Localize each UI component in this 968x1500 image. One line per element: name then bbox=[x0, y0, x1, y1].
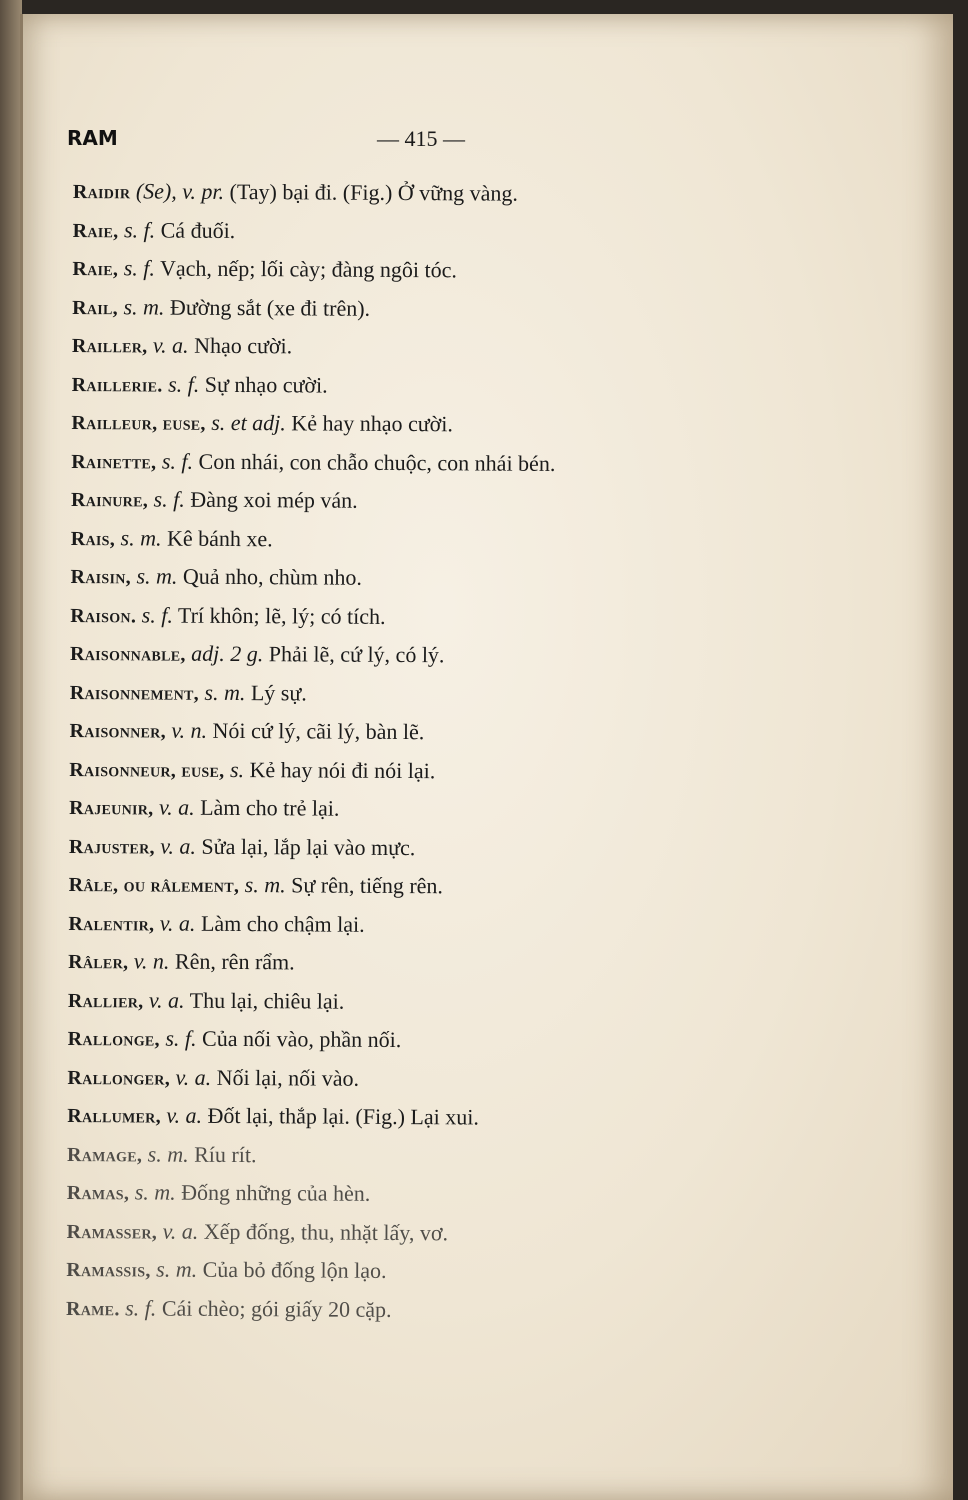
dictionary-entry bbox=[70, 557, 930, 601]
dictionary-entry bbox=[70, 595, 930, 639]
entry-grammar: s. f. bbox=[153, 486, 185, 512]
entry-grammar: v. a. bbox=[162, 1218, 199, 1244]
dictionary-entry bbox=[67, 1173, 927, 1217]
entry-headword: Ramassis, bbox=[66, 1258, 151, 1282]
entry-grammar: s. et adj. bbox=[211, 409, 286, 436]
dictionary-entry bbox=[71, 441, 931, 485]
entry-grammar: v. a. bbox=[166, 1102, 203, 1128]
entry-gloss: Kẻ hay nhạo cười. bbox=[291, 410, 454, 437]
entry-gloss: Vạch, nếp; lối cày; đàng ngôi tóc. bbox=[159, 255, 458, 283]
entry-grammar: s. m. bbox=[120, 524, 162, 551]
dictionary-entry bbox=[67, 1057, 927, 1101]
dictionary-entry bbox=[66, 1211, 926, 1255]
entry-headword: Raisonner, bbox=[69, 719, 167, 743]
entry-gloss: Làm cho chậm lại. bbox=[200, 910, 365, 937]
dictionary-entry bbox=[68, 1019, 928, 1063]
entry-headword: Rallier, bbox=[67, 989, 144, 1012]
entry-gloss: Đường sắt (xe đi trên). bbox=[169, 294, 371, 321]
dictionary-entry bbox=[70, 672, 930, 716]
entry-headword: Ramasser, bbox=[66, 1220, 158, 1244]
entry-headword: Raisonnable, bbox=[69, 642, 186, 666]
entry-grammar: s. f. bbox=[161, 448, 194, 474]
page-header bbox=[67, 126, 627, 160]
dictionary-entry bbox=[68, 903, 928, 947]
dictionary-entry bbox=[72, 326, 932, 370]
dictionary-entry bbox=[70, 634, 930, 678]
entry-grammar: s. f. bbox=[125, 1294, 157, 1321]
entry-gloss: Rên, rên rẩm. bbox=[174, 948, 295, 975]
entry-gloss: Nối lại, nối vào. bbox=[216, 1064, 360, 1091]
entry-gloss: Lý sự. bbox=[250, 679, 307, 705]
entry-gloss: Quả nho, chùm nho. bbox=[182, 563, 363, 590]
entry-list bbox=[66, 172, 933, 1332]
dictionary-entry bbox=[72, 249, 932, 293]
entry-grammar: v. a. bbox=[158, 794, 195, 820]
entry-headword: Ralentir, bbox=[68, 912, 155, 936]
entry-grammar: v. a. bbox=[148, 986, 185, 1013]
entry-headword: Rallonger, bbox=[67, 1066, 171, 1090]
entry-grammar: s. m. bbox=[156, 1256, 198, 1282]
dictionary-entry bbox=[68, 980, 928, 1024]
dictionary-entry bbox=[72, 364, 932, 408]
entry-gloss: Con nhái, con chẫo chuộc, con nhái bén. bbox=[198, 448, 556, 476]
entry-gloss: Phải lẽ, cứ lý, có lý. bbox=[268, 641, 445, 668]
entry-headword: Railleur, euse, bbox=[71, 411, 206, 435]
entry-headword: Raisonnement, bbox=[69, 681, 200, 705]
entry-gloss: Của bỏ đống lộn lạo. bbox=[202, 1256, 387, 1283]
entry-grammar: s. bbox=[229, 756, 245, 782]
entry-grammar: s. m. bbox=[244, 872, 286, 898]
entry-gloss: Xếp đống, thu, nhặt lấy, vơ. bbox=[203, 1218, 449, 1245]
entry-headword: Raillerie. bbox=[71, 373, 163, 397]
entry-headword: Râler, bbox=[68, 950, 129, 974]
entry-headword: Rais, bbox=[70, 527, 116, 550]
entry-gloss: Đống những của hèn. bbox=[181, 1179, 371, 1206]
entry-gloss: (Tay) bại đi. (Fig.) Ở vững vàng. bbox=[229, 178, 519, 206]
entry-headword: Raisonneur, euse, bbox=[69, 758, 225, 782]
dictionary-entry bbox=[73, 210, 933, 254]
entry-gloss: Cái chèo; gói giấy 20 cặp. bbox=[161, 1295, 392, 1322]
entry-grammar: s. f. bbox=[141, 601, 173, 628]
entry-headword: Railler, bbox=[71, 334, 148, 358]
entry-gloss: Sự nhạo cười. bbox=[204, 371, 328, 398]
entry-gloss: Ríu rít. bbox=[194, 1141, 257, 1167]
entry-grammar: v. n. bbox=[171, 717, 208, 743]
entry-headword: Ramas, bbox=[66, 1181, 130, 1205]
dictionary-entry bbox=[72, 287, 932, 331]
entry-headword: Rajeunir, bbox=[69, 796, 154, 820]
dictionary-entry bbox=[66, 1288, 926, 1332]
entry-grammar: s. f. bbox=[123, 216, 156, 243]
entry-grammar: v. n. bbox=[133, 948, 170, 974]
entry-gloss: Sự rên, tiếng rên. bbox=[291, 872, 444, 899]
entry-headword: Rame. bbox=[65, 1297, 120, 1320]
entry-headword: Rail, bbox=[72, 296, 119, 319]
entry-grammar: s. f. bbox=[168, 371, 200, 397]
entry-grammar: s. m. bbox=[136, 563, 178, 589]
page-number: — 415 — bbox=[377, 126, 465, 151]
book-spine bbox=[0, 0, 22, 1500]
entry-headword: Râle, ou râlement, bbox=[68, 873, 240, 898]
dictionary-entry bbox=[73, 172, 933, 216]
entry-gloss: Kê bánh xe. bbox=[166, 525, 273, 551]
entry-gloss: Thu lại, chiêu lại. bbox=[189, 987, 345, 1014]
dictionary-entry bbox=[67, 1134, 927, 1178]
dictionary-entry bbox=[69, 749, 929, 793]
entry-headword: Rallonge, bbox=[67, 1027, 160, 1051]
dictionary-entry bbox=[69, 788, 929, 832]
dictionary-entry bbox=[71, 480, 931, 524]
dictionary-entry bbox=[69, 865, 929, 909]
entry-grammar: adj. 2 g. bbox=[191, 640, 264, 667]
entry-headword: Raie, bbox=[72, 219, 119, 242]
entry-headword: Rainure, bbox=[70, 488, 149, 512]
entry-headword: Rajuster, bbox=[68, 835, 155, 859]
entry-gloss: Nói cứ lý, cãi lý, bàn lẽ. bbox=[212, 717, 425, 745]
dictionary-entry bbox=[71, 403, 931, 447]
dictionary-page bbox=[20, 14, 953, 1500]
dictionary-entry bbox=[66, 1250, 926, 1294]
dictionary-entry bbox=[69, 711, 929, 755]
entry-gloss: Cá đuối. bbox=[160, 217, 236, 243]
entry-grammar: s. m. bbox=[134, 1179, 176, 1205]
entry-headword: Ramage, bbox=[66, 1143, 143, 1166]
entry-grammar: v. a. bbox=[152, 332, 189, 358]
entry-grammar: s. f. bbox=[165, 1025, 197, 1051]
entry-grammar: v. a. bbox=[159, 910, 196, 936]
entry-grammar: s. m. bbox=[147, 1140, 189, 1167]
entry-grammar: s. m. bbox=[123, 293, 165, 320]
entry-headword: Rallumer, bbox=[67, 1104, 162, 1128]
dictionary-entry bbox=[71, 518, 931, 562]
entry-gloss: Đốt lại, thắp lại. (Fig.) Lại xui. bbox=[207, 1102, 479, 1130]
entry-gloss: Làm cho trẻ lại. bbox=[200, 794, 340, 821]
running-head: RAM bbox=[67, 126, 118, 150]
entry-headword: Rainette, bbox=[71, 450, 157, 474]
entry-gloss: Nhạo cười. bbox=[194, 332, 293, 359]
entry-grammar: v. a. bbox=[175, 1064, 212, 1090]
entry-headword: Raidir bbox=[72, 180, 131, 204]
dictionary-entry bbox=[69, 826, 929, 870]
dictionary-entry bbox=[68, 942, 928, 986]
entry-gloss: Đàng xoi mép ván. bbox=[190, 486, 358, 513]
entry-headword: Raison. bbox=[70, 604, 137, 627]
dictionary-entry bbox=[67, 1096, 927, 1140]
entry-gloss: Trí khôn; lẽ, lý; có tích. bbox=[177, 602, 386, 629]
entry-grammar: s. m. bbox=[204, 679, 246, 705]
entry-headword: Raisin, bbox=[70, 565, 132, 589]
entry-headword: Raie, bbox=[72, 257, 119, 281]
entry-grammar: (Se), v. pr. bbox=[135, 178, 225, 204]
entry-gloss: Sửa lại, lắp lại vào mực. bbox=[201, 833, 416, 860]
entry-gloss: Của nối vào, phần nối. bbox=[201, 1025, 402, 1053]
entry-grammar: s. f. bbox=[123, 255, 156, 281]
entry-grammar: v. a. bbox=[160, 833, 197, 859]
entry-gloss: Kẻ hay nói đi nói lại. bbox=[249, 756, 436, 783]
